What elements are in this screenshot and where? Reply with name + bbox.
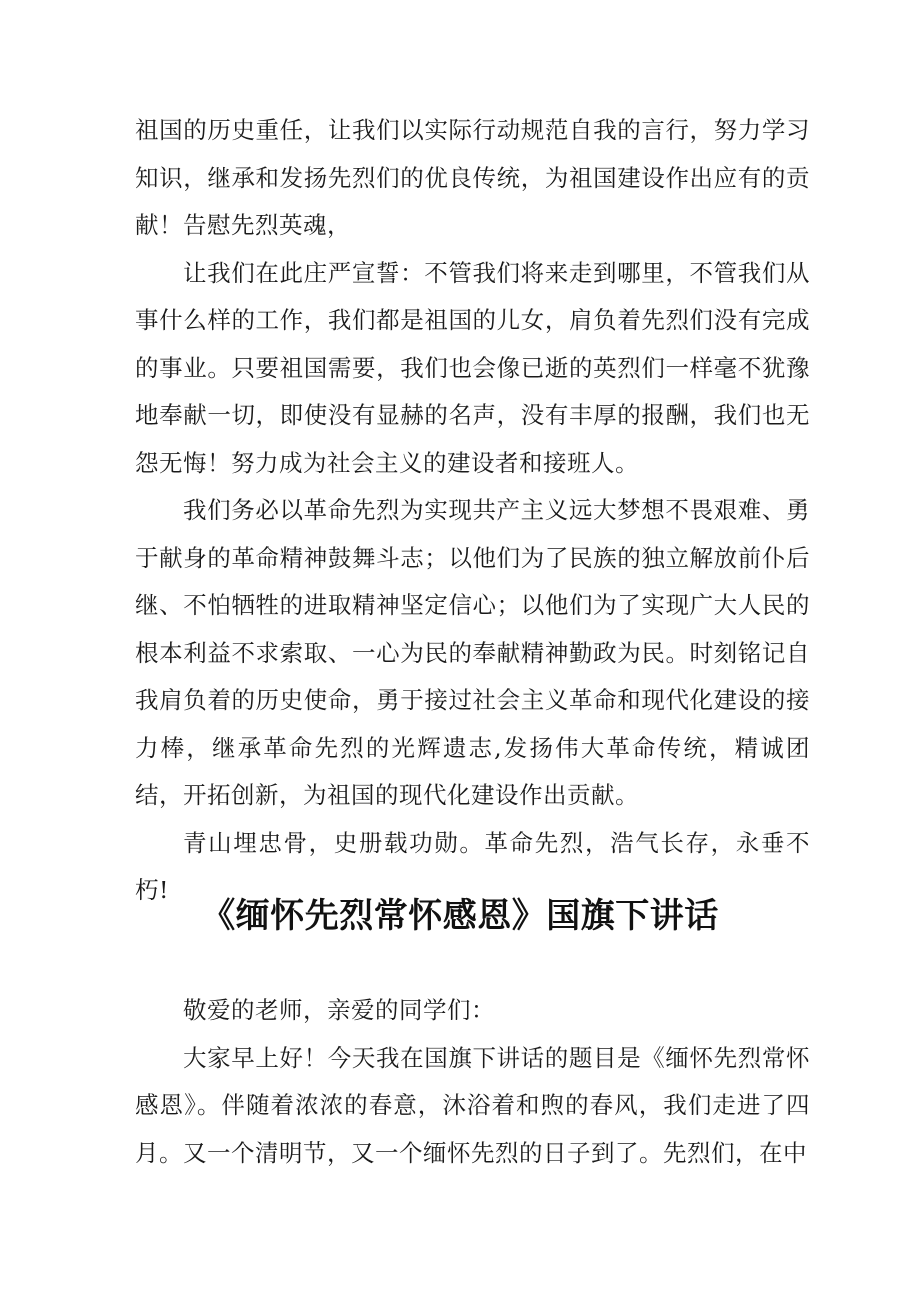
paragraph-spirit: 我们务必以革命先烈为实现共产主义远大梦想不畏艰难、勇于献身的革命精神鼓舞斗志；以他们为了民族的独立解放前仆后继、不怕牺牲的进取精神坚定信心；以他们为了实现广大人民的根本利益不求索取、一心为民的奉献精神勤政为民。时刻铭记自我肩负着的历史使命，勇于接过社会主义革命和现代化建设的接力棒，继承革命先烈的光辉遗志,发扬伟大革命传统，精诚团结，开拓创新，为祖国的现代化建设作出贡献。 xyxy=(135,496,810,809)
speech-opening: 大家早上好！今天我在国旗下讲话的题目是《缅怀先烈常怀感恩》。伴随着浓浓的春意，沐浴着和煦的春风，我们走进了四月。又一个清明节，又一个缅怀先烈的日子到了。先烈们，在中 xyxy=(135,1043,810,1167)
paragraph-oath: 让我们在此庄严宣誓：不管我们将来走到哪里，不管我们从事什么样的工作，我们都是祖国的儿女，肩负着先烈们没有完成的事业。只要祖国需要，我们也会像已逝的英烈们一样毫不犹豫地奉献一切，即使没有显赫的名声，没有丰厚的报酬，我们也无怨无悔！努力成为社会主义的建设者和接班人。 xyxy=(135,258,810,477)
paragraph-continuation: 祖国的历史重任，让我们以实际行动规范自我的言行，努力学习知识，继承和发扬先烈们的优良传统，为祖国建设作出应有的贡献！告慰先烈英魂， xyxy=(135,116,810,239)
paragraph-closing: 青山埋忠骨，史册载功勋。革命先烈，浩气长存，永垂不朽! xyxy=(135,828,810,904)
speech-body xyxy=(135,987,810,1177)
speech-greeting: 敬爱的老师，亲爱的同学们： xyxy=(183,996,495,1024)
article-continuation xyxy=(135,107,810,915)
speech-title: 《缅怀先烈常怀感恩》国旗下讲话 xyxy=(201,896,719,936)
